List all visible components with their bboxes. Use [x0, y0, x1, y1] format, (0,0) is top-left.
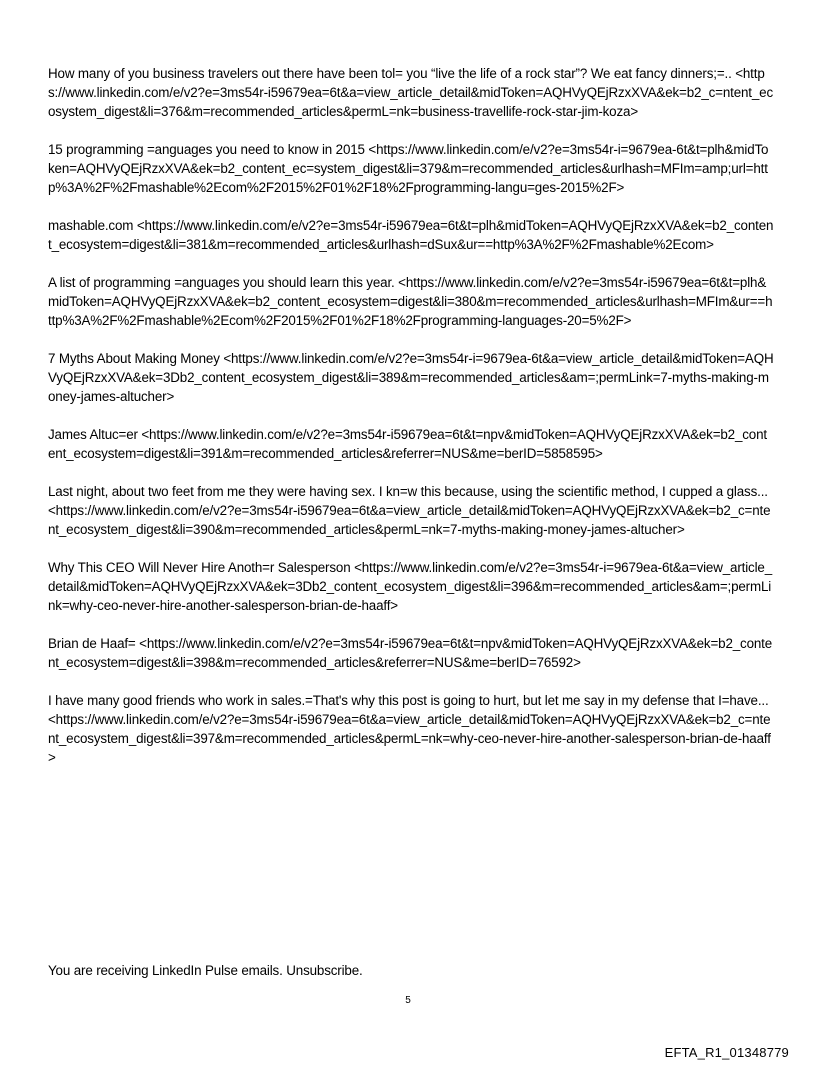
- article-paragraph: Last night, about two feet from me they were having sex. I kn=w this because, using the scientific method, I cupped a glass... <https://www.linkedin.com/e/v2?e=3ms54r-i59679ea=6t&a=view_article_detail&midToken=AQHVyQEjRzxXVA&ek=b2_c=ntent_ecosystem_digest&li=390&m=recommended_articles&permL=nk=7-myths-making-money-james-altucher>: [48, 484, 772, 537]
- bates-stamp: EFTA_R1_01348779: [664, 1045, 789, 1060]
- article-paragraph: mashable.com <https://www.linkedin.com/e/v2?e=3ms54r-i59679ea=6t&t=plh&midToken=AQHVyQEjRzxXVA&ek=b2_content_ecosystem=digest&li=381&m=recommended_articles&urlhash=dSux&ur==http%3A%2F%2Fmashable%2Ecom>: [48, 218, 774, 252]
- article-paragraph: Why This CEO Will Never Hire Anoth=r Salesperson <https://www.linkedin.com/e/v2?e=3ms54r-i=9679ea-6t&a=view_article_detail&midToken=AQHVyQEjRzxXVA&ek=3Db2_content_ecosystem_digest&li=396&m=recommended_articles&am=;permLink=why-ceo-never-hire-another-salesperson-brian-de-haaff>: [48, 560, 773, 613]
- article-paragraph: I have many good friends who work in sales.=That's why this post is going to hurt, but let me say in my defense that I=have... <https://www.linkedin.com/e/v2?e=3ms54r-i59679ea=6t&a=view_article_detail&midToken=AQHVyQEjRzxXVA&ek=b2_c=ntent_ecosystem_digest&li=397&m=recommended_articles&permL=nk=why-ceo-never-hire-another-salesperson-brian-de-haaff>: [48, 693, 773, 765]
- article-paragraph: 15 programming =anguages you need to know in 2015 <https://www.linkedin.com/e/v2?e=3ms54r-i=9679ea-6t&t=plh&midToken=AQHVyQEjRzxXVA&ek=b2_content_ec=system_digest&li=379&m=recommended_articles&urlhash=MFIm=amp;url=http%3A%2F%2Fmashable%2Ecom%2F2015%2F01%2F18%2Fprogramming-langu=ges-2015%2F>: [48, 142, 769, 195]
- page-number: 5: [405, 995, 411, 1006]
- article-paragraph: How many of you business travelers out there have been tol= you “live the life of a rock star”? We eat fancy dinners;=.. <https://www.linkedin.com/e/v2?e=3ms54r-i59679ea=6t&a=view_article_detail&midToken=AQHVyQEjRzxXVA&ek=b2_c=ntent_ecosystem_digest&li=376&m=recommended_articles&permL=nk=business-travellife-rock-star-jim-koza>: [48, 66, 773, 119]
- article-paragraph: A list of programming =anguages you should learn this year. <https://www.linkedin.com/e/v2?e=3ms54r-i59679ea=6t&t=plh&midToken=AQHVyQEjRzxXVA&ek=b2_content_ecosystem=digest&li=380&m=recommended_articles&urlhash=MFIm&ur==http%3A%2F%2Fmashable%2Ecom%2F2015%2F01%2F18%2Fprogramming-languages-20=5%2F>: [48, 275, 773, 328]
- article-paragraph: 7 Myths About Making Money <https://www.linkedin.com/e/v2?e=3ms54r-i=9679ea-6t&a=view_article_detail&midToken=AQHVyQEjRzxXVA&ek=3Db2_content_ecosystem_digest&li=389&m=recommended_articles&am=;permLink=7-myths-making-money-james-altucher>: [48, 351, 774, 404]
- email-body: [48, 64, 774, 786]
- article-paragraph: James Altuc=er <https://www.linkedin.com/e/v2?e=3ms54r-i59679ea=6t&t=npv&midToken=AQHVyQEjRzxXVA&ek=b2_content_ecosystem=digest&li=391&m=recommended_articles&referrer=NUS&me=berID=5858595>: [48, 427, 767, 461]
- article-paragraph: Brian de Haaf= <https://www.linkedin.com/e/v2?e=3ms54r-i59679ea=6t&t=npv&midToken=AQHVyQEjRzxXVA&ek=b2_content_ecosystem=digest&li=398&m=recommended_articles&referrer=NUS&me=berID=76592>: [48, 636, 773, 670]
- unsubscribe-note: You are receiving LinkedIn Pulse emails. Unsubscribe.: [48, 963, 363, 978]
